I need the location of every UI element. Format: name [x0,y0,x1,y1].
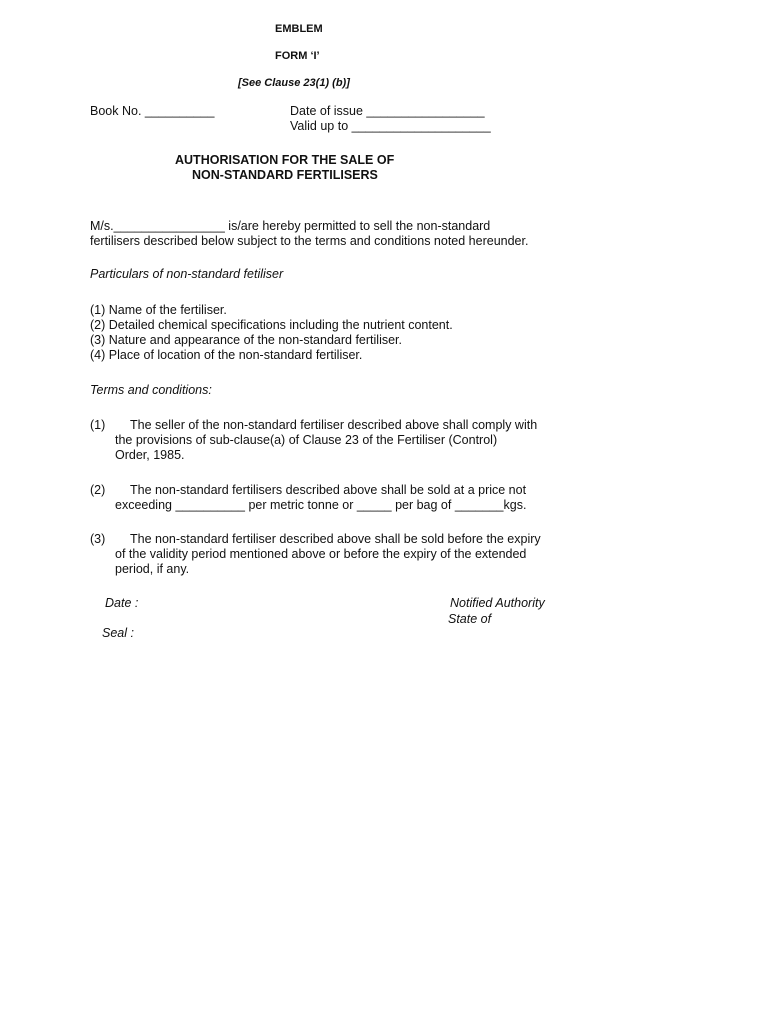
particulars-heading: Particulars of non-standard fetiliser [90,267,284,281]
term-number: (3) [90,532,106,546]
title-line-2: NON-STANDARD FERTILISERS [192,168,378,182]
intro-line-2: fertilisers described below subject to the terms and conditions noted hereunder. [90,234,529,248]
state-of-label: State of [448,612,492,626]
term-line: period, if any. [115,562,190,576]
term-line: exceeding __________ per metric tonne or _____ per bag of _______kgs. [115,498,527,512]
term-line: the provisions of sub-clause(a) of Clause 23 of the Fertiliser (Control) [115,433,498,447]
date-of-issue-field: Date of issue _________________ [290,104,485,118]
particulars-item: (2) Detailed chemical specifications including the nutrient content. [90,318,453,332]
book-no-field: Book No. __________ [90,104,215,118]
term-number: (2) [90,483,106,497]
title-line-1: AUTHORISATION FOR THE SALE OF [175,153,395,167]
terms-heading: Terms and conditions: [90,383,212,397]
seal-label: Seal : [102,626,134,640]
term-line: The seller of the non-standard fertiliser described above shall comply with [130,418,538,432]
clause-reference: [See Clause 23(1) (b)] [238,77,350,89]
date-label: Date : [105,596,139,610]
term-line: The non-standard fertilisers described above shall be sold at a price not [130,483,527,497]
term-line: of the validity period mentioned above or before the expiry of the extended [115,547,527,561]
valid-up-to-field: Valid up to ____________________ [290,119,491,133]
term-line: The non-standard fertiliser described above shall be sold before the expiry [130,532,541,546]
particulars-item: (3) Nature and appearance of the non-standard fertiliser. [90,333,402,347]
particulars-item: (1) Name of the fertiliser. [90,303,227,317]
notified-authority-label: Notified Authority [450,596,545,610]
particulars-item: (4) Place of location of the non-standard fertiliser. [90,348,363,362]
form-label: FORM ‘I’ [275,50,320,62]
intro-line-1: M/s.________________ is/are hereby permitted to sell the non-standard [90,219,491,233]
term-line: Order, 1985. [115,448,185,462]
emblem-label: EMBLEM [275,23,323,35]
term-number: (1) [90,418,106,432]
